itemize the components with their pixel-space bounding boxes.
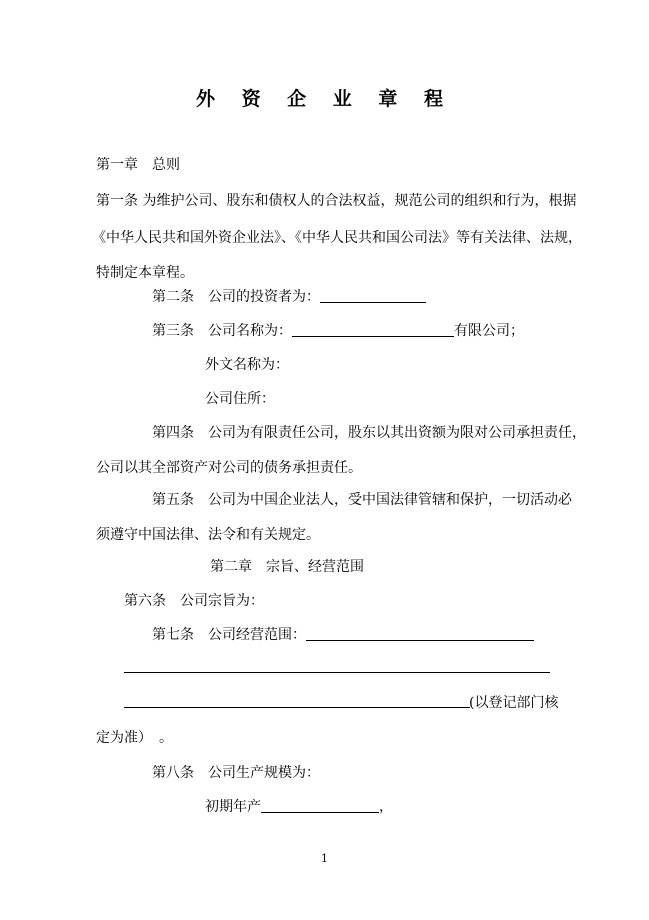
business-scope-blank-3[interactable] [124,707,470,708]
article-5-text: 公司为中国企业法人，受中国法律管辖和保护，一切活动必 [208,492,572,508]
article-2 [152,288,426,306]
initial-output-line [205,798,393,816]
document-title: 外 资 企 业 章 程 [195,88,454,110]
initial-output-blank[interactable] [261,798,379,813]
article-7-text: 公司经营范围： [208,627,306,643]
article-8-text: 公司生产规模为： [208,765,320,781]
article-4-text: 公司为有限责任公司，股东以其出资额为限对公司承担责任， [208,425,586,441]
article-7 [152,626,534,644]
chapter-1-title: 总则 [152,157,180,173]
article-7-note: (以登记部门核 [469,695,559,711]
article-5-line-2: 须遵守中国法律、法令和有关规定。 [96,527,320,543]
business-scope-blank-1[interactable] [306,626,534,641]
article-6 [124,592,264,610]
initial-output-suffix: ， [379,799,393,815]
article-1-line-3: 特制定本章程。 [96,265,194,281]
chapter-2-heading [210,558,364,576]
article-4-line-1 [152,424,586,442]
address-label: 公司住所： [205,391,275,407]
article-3 [152,322,524,340]
company-name-blank[interactable] [292,322,454,337]
article-1-line-1: 第一条 为维护公司、股东和债权人的合法权益，规范公司的组织和行为，根据 [96,193,577,209]
article-1-line-2: 《中华人民共和国外资企业法》、《中华人民共和国公司法》等有关法律、法规， [92,230,582,246]
foreign-name-label: 外文名称为： [205,357,289,373]
chapter-2-number: 第二章 [210,559,252,575]
article-2-number: 第二条 [152,289,194,305]
business-scope-blank-2[interactable] [124,672,550,673]
chapter-2-title: 宗旨、经营范围 [266,559,364,575]
investor-blank[interactable] [320,288,426,303]
article-5-line-1 [152,491,572,509]
article-3-number: 第三条 [152,323,194,339]
article-4-line-2: 公司以其全部资产对公司的债务承担责任。 [96,460,362,476]
article-7-number: 第七条 [152,627,194,643]
article-8-number: 第八条 [152,765,194,781]
chapter-1-number: 第一章 [96,157,138,173]
article-5-number: 第五条 [152,492,194,508]
initial-output-label: 初期年产 [205,799,261,815]
article-3-suffix: 有限公司； [454,323,524,339]
article-4-number: 第四条 [152,425,194,441]
article-7-note-continued: 定为准） 。 [96,730,173,746]
article-2-text: 公司的投资者为： [208,289,320,305]
article-6-number: 第六条 [124,593,166,609]
article-6-text: 公司宗旨为： [180,593,264,609]
chapter-1-heading [96,156,180,174]
article-8 [152,764,320,782]
article-3-text: 公司名称为： [208,323,292,339]
page-number: 1 [321,852,328,865]
